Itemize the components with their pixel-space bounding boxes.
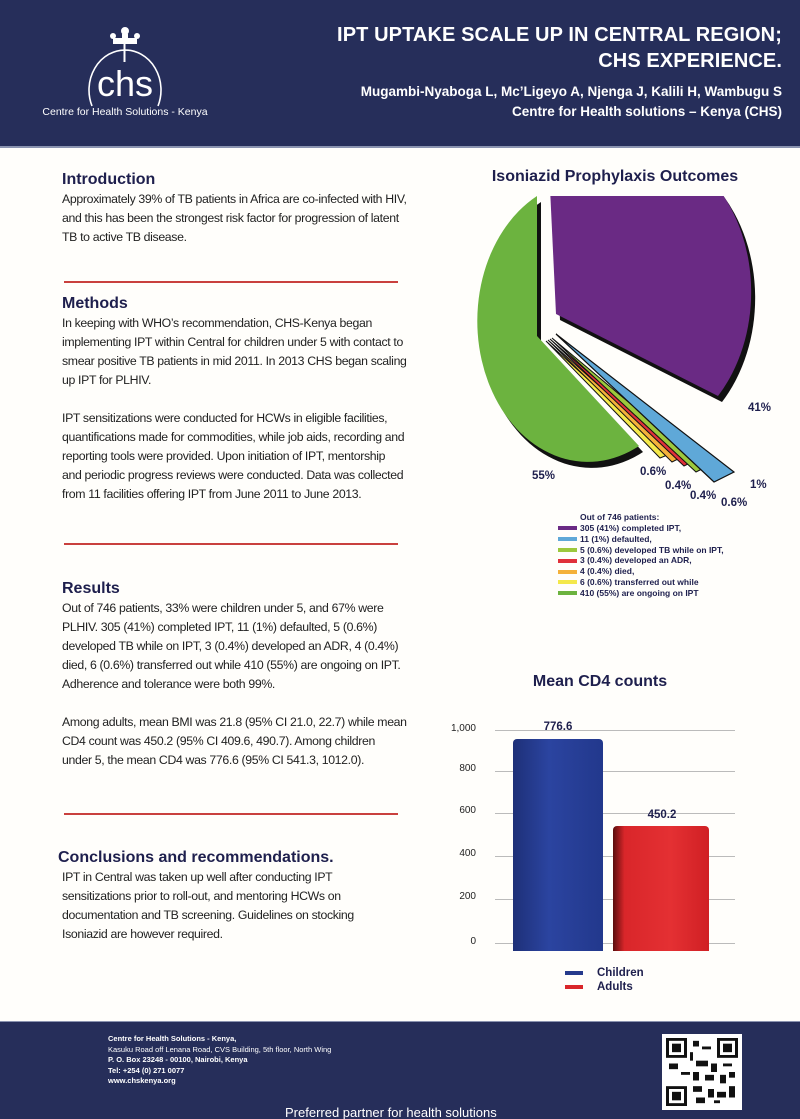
svg-text:chs: chs <box>96 63 154 104</box>
legend-swatch <box>558 591 577 595</box>
pie-label-adr: 0.4% <box>690 490 717 502</box>
methods-paragraph: IPT sensitizations were conducted for HCWs in eligible facilities, quantifications made for commodities, while job aids, recording and reporting tools were provided. Upon initiation of IPT, mentorship and periodic progress reviews were conducted. Data was collected from 11 facilities offering IPT from June 2011 to June 2013. <box>62 411 405 501</box>
legend-label: 305 (41%) completed IPT, <box>580 523 682 533</box>
bar-value-adults: 450.2 <box>647 809 677 821</box>
y-tick: 400 <box>459 848 476 859</box>
footer-address: Kasuku Road off Lenana Road, CVS Building, 5th floor, North Wing <box>108 1044 332 1054</box>
legend-item <box>558 555 724 566</box>
legend-label: 4 (0.4%) died, <box>580 566 635 577</box>
y-tick: 800 <box>459 763 476 774</box>
conclusions-body <box>62 868 362 944</box>
introduction-title: Introduction <box>62 171 156 188</box>
title-block <box>337 22 782 122</box>
y-tick: 1,000 <box>450 723 476 734</box>
poster-header <box>0 0 800 148</box>
poster-title-line-1: IPT UPTAKE SCALE UP IN CENTRAL REGION; <box>337 24 782 46</box>
conclusions-section <box>58 848 418 944</box>
legend-label: 6 (0.6%) transferred out while <box>580 576 699 587</box>
methods-title: Methods <box>62 295 128 312</box>
chs-logo-icon <box>80 18 170 108</box>
bar-chart <box>440 715 800 975</box>
chs-logo <box>40 18 210 128</box>
legend-swatch <box>558 548 577 552</box>
methods-section <box>62 294 407 504</box>
legend-item <box>558 545 724 556</box>
bar-value-children: 776.6 <box>543 721 573 733</box>
methods-paragraph: In keeping with WHO’s recommendation, CHS-Kenya began implementing IPT within Central for children under 5 with contact to smear positive TB patients in mid 2011. In 2013 CHS began scaling up IPT for PLHIV. <box>62 316 407 387</box>
introduction-body <box>62 190 407 247</box>
contact-block <box>108 1034 331 1087</box>
legend-swatch <box>565 985 583 989</box>
authors: Mugambi-Nyaboga L, Mc’Ligeyo A, Njenga J, Kalili H, Wambugu S <box>360 84 782 99</box>
legend-label: Children <box>597 967 644 979</box>
results-paragraph: Out of 746 patients, 33% were children under 5, and 67% were PLHIV. 305 (41%) completed IPT, 11 (1%) defaulted, 5 (0.6%) developed TB while on IPT, 3 (0.4%) developed an ADR, 4 (0.4%) died, 6 (0.6%) transferred out while 410 (55%) are ongoing on IPT. Adherence and tolerance were both 99%. <box>62 601 401 691</box>
y-tick: 200 <box>459 891 476 902</box>
section-divider <box>64 813 398 815</box>
legend-label: 410 (55%) are ongoing on IPT <box>580 587 699 598</box>
legend-item <box>565 980 644 994</box>
bar-children <box>513 739 603 951</box>
legend-item <box>558 577 724 588</box>
legend-item <box>558 534 724 545</box>
logo-caption: Centre for Health Solutions - Kenya <box>42 106 208 118</box>
pie-label-completed: 41% <box>748 402 772 414</box>
legend-swatch <box>558 570 577 574</box>
legend-label: 3 (0.4%) developed an ADR, <box>580 555 692 566</box>
results-body <box>62 599 407 770</box>
legend-item <box>565 966 644 980</box>
pie-label-died: 0.4% <box>665 480 692 492</box>
poster-title-line-2: CHS EXPERIENCE. <box>598 50 782 72</box>
legend-item <box>558 523 724 534</box>
methods-body <box>62 314 407 504</box>
footer-tel: Tel: +254 (0) 271 0077 <box>108 1065 185 1075</box>
introduction-paragraph: Approximately 39% of TB patients in Africa are co-infected with HIV, and this has been the strongest risk factor for progression of latent TB to active TB disease. <box>62 192 407 244</box>
bar-legend <box>565 966 644 994</box>
legend-swatch <box>565 971 583 975</box>
legend-item <box>558 566 724 577</box>
pie-label-ongoing: 55% <box>532 470 556 482</box>
section-divider <box>64 543 398 545</box>
pie-chart-title: Isoniazid Prophylaxis Outcomes <box>491 168 739 185</box>
legend-label: 5 (0.6%) developed TB while on IPT, <box>580 544 724 555</box>
legend-item <box>558 588 724 599</box>
results-section <box>62 579 407 770</box>
section-divider <box>64 281 398 283</box>
y-tick: 0 <box>470 936 476 947</box>
pie-chart <box>440 196 780 506</box>
qr-code-icon[interactable] <box>662 1034 742 1110</box>
legend-swatch <box>558 580 577 584</box>
bar-adults <box>613 826 709 951</box>
pie-label-developed-tb: 0.6% <box>721 497 748 509</box>
pie-legend-title: Out of 746 patients: <box>580 512 660 522</box>
introduction-section <box>62 170 407 247</box>
legend-swatch <box>558 559 577 563</box>
legend-label: Adults <box>597 981 633 993</box>
results-paragraph: Among adults, mean BMI was 21.8 (95% CI 21.0, 22.7) while mean CD4 count was 450.2 (95% CI 409.6, 490.7). Among children under 5, the mean CD4 was 776.6 (95% CI 541.3, 1012.0). <box>62 715 407 767</box>
conclusions-title: Conclusions and recommendations. <box>58 849 334 866</box>
pie-label-transferred: 0.6% <box>640 466 667 478</box>
y-tick: 600 <box>459 805 476 816</box>
legend-label: 11 (1%) defaulted, <box>580 533 652 544</box>
pie-legend <box>558 512 724 599</box>
footer-website[interactable]: www.chskenya.org <box>108 1076 176 1085</box>
footer-tagline: Preferred partner for health solutions <box>285 1105 497 1119</box>
results-title: Results <box>62 580 120 597</box>
legend-swatch <box>558 537 577 541</box>
conclusions-paragraph: IPT in Central was taken up well after conducting IPT sensitizations prior to roll-out, and mentoring HCWs on documentation and TB screening. Guidelines on stocking Isoniazid are however required. <box>62 870 354 941</box>
pie-label-defaulted: 1% <box>750 479 767 491</box>
legend-swatch <box>558 526 577 530</box>
affiliation: Centre for Health solutions – Kenya (CHS) <box>511 104 782 119</box>
footer-pobox: P. O. Box 23248 - 00100, Nairobi, Kenya <box>108 1055 248 1064</box>
footer-org: Centre for Health Solutions - Kenya, <box>108 1034 237 1043</box>
poster-footer <box>0 1021 800 1119</box>
bar-chart-title: Mean CD4 counts <box>532 673 668 690</box>
